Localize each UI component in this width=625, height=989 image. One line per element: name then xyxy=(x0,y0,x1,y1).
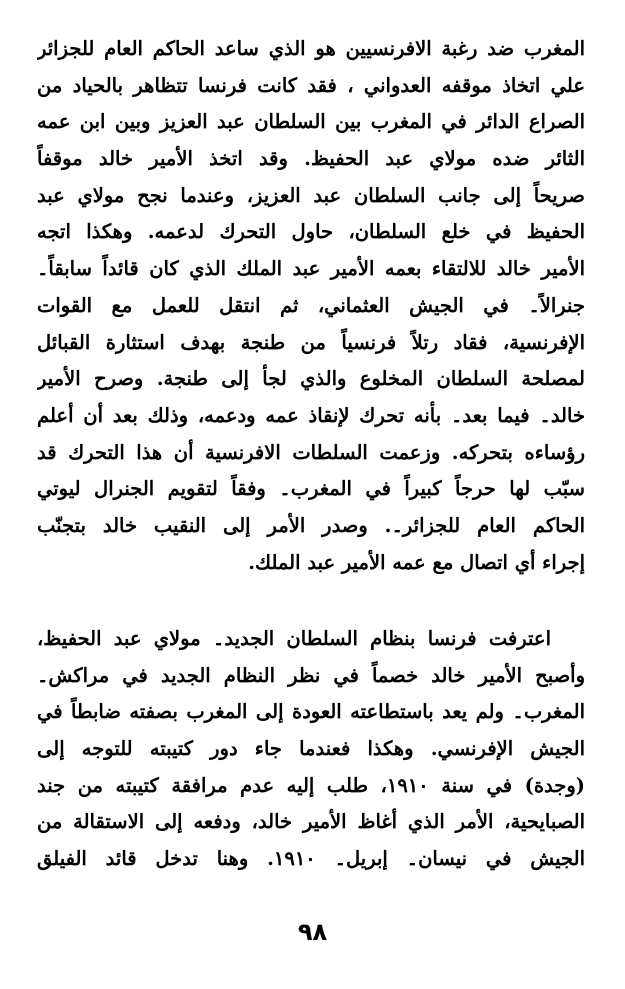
text-line: الصبايحية، الأمر الذي أغاظ الأمير خالد، ودفعه إلى الاستقالة من xyxy=(37,810,585,834)
text-line: الصراع الدائر في المغرب بين السلطان عبد العزيز وبين ابن عمه xyxy=(37,110,585,134)
text-line: وأصبح الأمير خالد خصماً في نظر النظام الجديد في مراكش۔ xyxy=(37,663,585,687)
text-line: (وجدة) في سنة ١٩١٠، طلب إليه عدم مرافقة كتيبته من جند xyxy=(37,773,585,797)
text-line: اعترفت فرنسا بنظام السلطان الجديد۔ مولاي عبد الحفيظ، xyxy=(37,627,551,650)
text-line: الأمير خالد للالتقاء بعمه الأمير عبد الملك الذي كان قائداً سابقاً۔ xyxy=(37,257,585,281)
text-line: خالد۔ فيما بعد۔ بأنه تحرك لإنقاذ عمه ودعمه، وذلك بعد أن أعلم xyxy=(37,403,585,427)
text-line: إجراء أي اتصال مع عمه الأمير عبد الملك. xyxy=(248,550,585,574)
paragraph-1 xyxy=(37,31,585,581)
text-line: صريحاً إلى جانب السلطان عبد العزيز، وعندما نجح مولاي عبد xyxy=(37,183,585,207)
text-line: جنرالاً۔ في الجيش العثماني، ثم انتقل للعمل مع القوات xyxy=(37,293,585,317)
text-line: الحاكم العام للجزائر۔. وصدر الأمر إلى النقيب خالد بتجنّب xyxy=(37,513,585,537)
paragraph-2 xyxy=(37,621,585,878)
text-line: رؤساءه بتحركه. وزعمت السلطات الافرنسية أن هذا التحرك قد xyxy=(37,440,585,464)
text-line: المغرب ضد رغبة الافرنسيين هو الذي ساعد الحاكم العام للجزائر xyxy=(37,37,585,60)
text-line: سبّب لها حرجاً كبيراً في المغرب۔ وفقاً لتقويم الجنرال ليوتي xyxy=(37,477,585,501)
text-line: الإفرنسية، فقاد رتلاً فرنسياً من طنجة بهدف استثارة القبائل xyxy=(37,330,585,354)
text-line: الحفيظ في خلع السلطان، حاول التحرك لدعمه. وهكذا اتجه xyxy=(37,220,585,244)
text-line: علي اتخاذ موقفه العدواني ، فقد كانت فرنسا تتظاهر بالحياد من xyxy=(37,73,585,97)
text-line: الثائر ضده مولاي عبد الحفيظ. وقد اتخذ الأمير خالد موقفاً xyxy=(37,147,585,171)
text-line: لمصلحة السلطان المخلوع والذي لجأ إلى طنجة. وصرح الأمير xyxy=(37,367,585,391)
text-line: الجيش الإفرنسي. وهكذا فعندما جاء دور كتيبته للتوجه إلى xyxy=(37,737,585,761)
text-line: المغرب۔ ولم يعد باستطاعته العودة إلى المغرب بصفته ضابطاً في xyxy=(37,700,585,724)
text-line: الجيش في نيسان۔ إبريل۔ ١٩١٠. وهنا تدخل قائد الفيلق xyxy=(37,847,585,871)
page-number: ٩٨ xyxy=(297,918,328,946)
